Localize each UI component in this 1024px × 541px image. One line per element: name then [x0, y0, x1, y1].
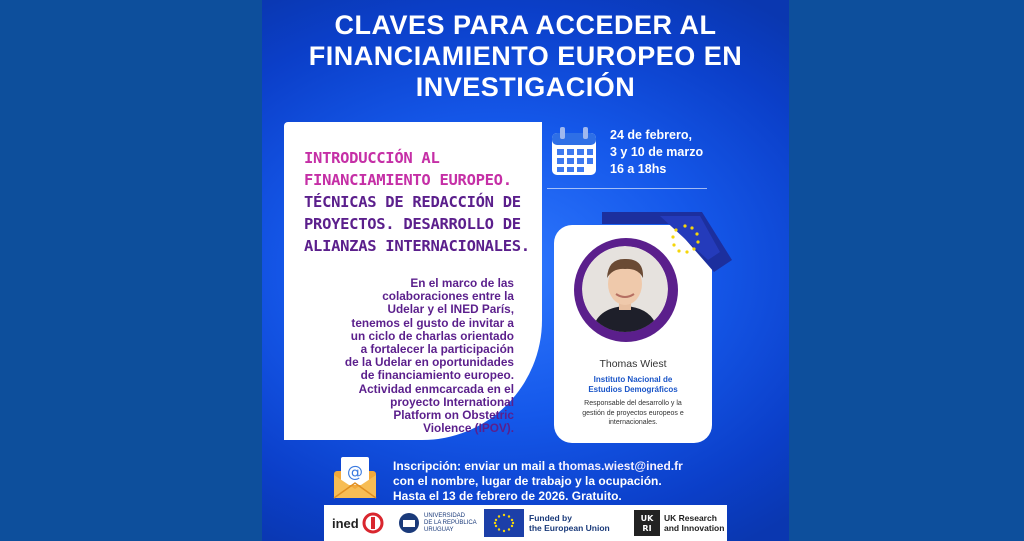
description-line: de la Udelar en oportunidades [344, 355, 514, 370]
udelar-emblem-icon [398, 512, 420, 534]
registration-info [393, 459, 773, 504]
subtitle-line-1: INTRODUCCIÓN AL [304, 149, 440, 167]
contact-email-link[interactable]: thomas.wiest@ined.fr [558, 459, 683, 473]
speaker-institute [554, 375, 712, 395]
divider [547, 188, 707, 189]
institute-line-1: Instituto Nacional de [593, 375, 673, 384]
description [336, 277, 514, 435]
ukri-line-2: and Innovation [664, 523, 725, 533]
subtitle-line-4: PROYECTOS. DESARROLLO DE [304, 215, 521, 233]
udelar-line-3: URUGUAY [424, 526, 454, 533]
svg-text:UK: UK [640, 514, 654, 523]
eu-flag-icon [484, 509, 524, 537]
institute-line-2: Estudios Demográficos [588, 385, 678, 394]
speaker-photo [582, 246, 668, 332]
email-icon [332, 455, 378, 499]
calendar-icon [550, 125, 598, 177]
time-line: 16 a 18hs [610, 162, 667, 176]
ined-logo [324, 505, 394, 541]
description-line: a fortalecer la participación [360, 342, 514, 357]
ukri-text [664, 513, 724, 533]
logo-strip [324, 505, 727, 541]
subtitle-line-5: ALIANZAS INTERNACIONALES. [304, 237, 530, 255]
svg-text:RI: RI [642, 524, 652, 533]
udelar-line-1: UNIVERSIDAD [424, 512, 466, 519]
description-line: En el marco de las [410, 276, 514, 290]
eu-funding-logo [484, 505, 634, 541]
description-line: Platform on Obstetric [393, 408, 514, 423]
description-line: proyecto International [390, 394, 514, 409]
eu-line-2: the European Union [529, 523, 610, 533]
registration-line-1 [393, 459, 773, 474]
role-line-1: Responsable del desarrollo y la [584, 400, 682, 407]
poster [262, 0, 789, 541]
date-line-1: 24 de febrero, [610, 128, 692, 142]
ukri-line-1: UK Research [664, 513, 717, 523]
title-line-3: INVESTIGACIÓN [415, 72, 636, 102]
event-dates [610, 127, 703, 178]
ukri-emblem-icon [634, 510, 660, 536]
description-line: colaboraciones entre la [382, 289, 514, 304]
date-line-2: 3 y 10 de marzo [610, 145, 704, 159]
role-line-3: internacionales. [608, 419, 658, 426]
udelar-text [424, 513, 477, 534]
registration-line-2: con el nombre, lugar de trabajo y la ocupación. [393, 474, 662, 488]
svg-text:@: @ [347, 462, 363, 481]
speaker-name: Thomas Wiest [599, 358, 667, 370]
title-line-1: CLAVES PARA ACCEDER AL [334, 10, 717, 40]
ukri-logo [634, 505, 724, 541]
poster-title [262, 10, 789, 103]
eu-line-1: Funded by [529, 513, 572, 523]
description-line: tenemos el gusto de invitar a [351, 315, 514, 330]
ined-emblem-icon [362, 512, 384, 534]
description-line: de financiamiento europeo. [360, 368, 514, 383]
description-line: Udelar y el INED París, [387, 302, 514, 317]
description-line: un ciclo de charlas orientado [350, 328, 514, 343]
description-line: Actividad enmcarcada en el [358, 381, 514, 396]
subtitle-line-3: TÉCNICAS DE REDACCIÓN DE [304, 193, 521, 211]
talk-subtitle [304, 147, 549, 257]
udelar-logo [394, 505, 484, 541]
description-line: Violence (IPOV). [423, 421, 514, 436]
speaker-role [562, 399, 704, 428]
udelar-line-2: DE LA REPÚBLICA [424, 519, 477, 526]
ined-wordmark: ined [332, 515, 359, 531]
subtitle-line-2: FINANCIAMIENTO EUROPEO. [304, 171, 512, 189]
eu-funding-text [529, 513, 610, 533]
registration-line-3: Hasta el 13 de febrero de 2026. Gratuito. [393, 489, 622, 503]
title-line-2: FINANCIAMIENTO EUROPEO EN [308, 41, 743, 71]
role-line-2: gestión de proyectos europeos e [582, 409, 684, 417]
registration-prefix: Inscripción: enviar un mail a [393, 459, 559, 473]
